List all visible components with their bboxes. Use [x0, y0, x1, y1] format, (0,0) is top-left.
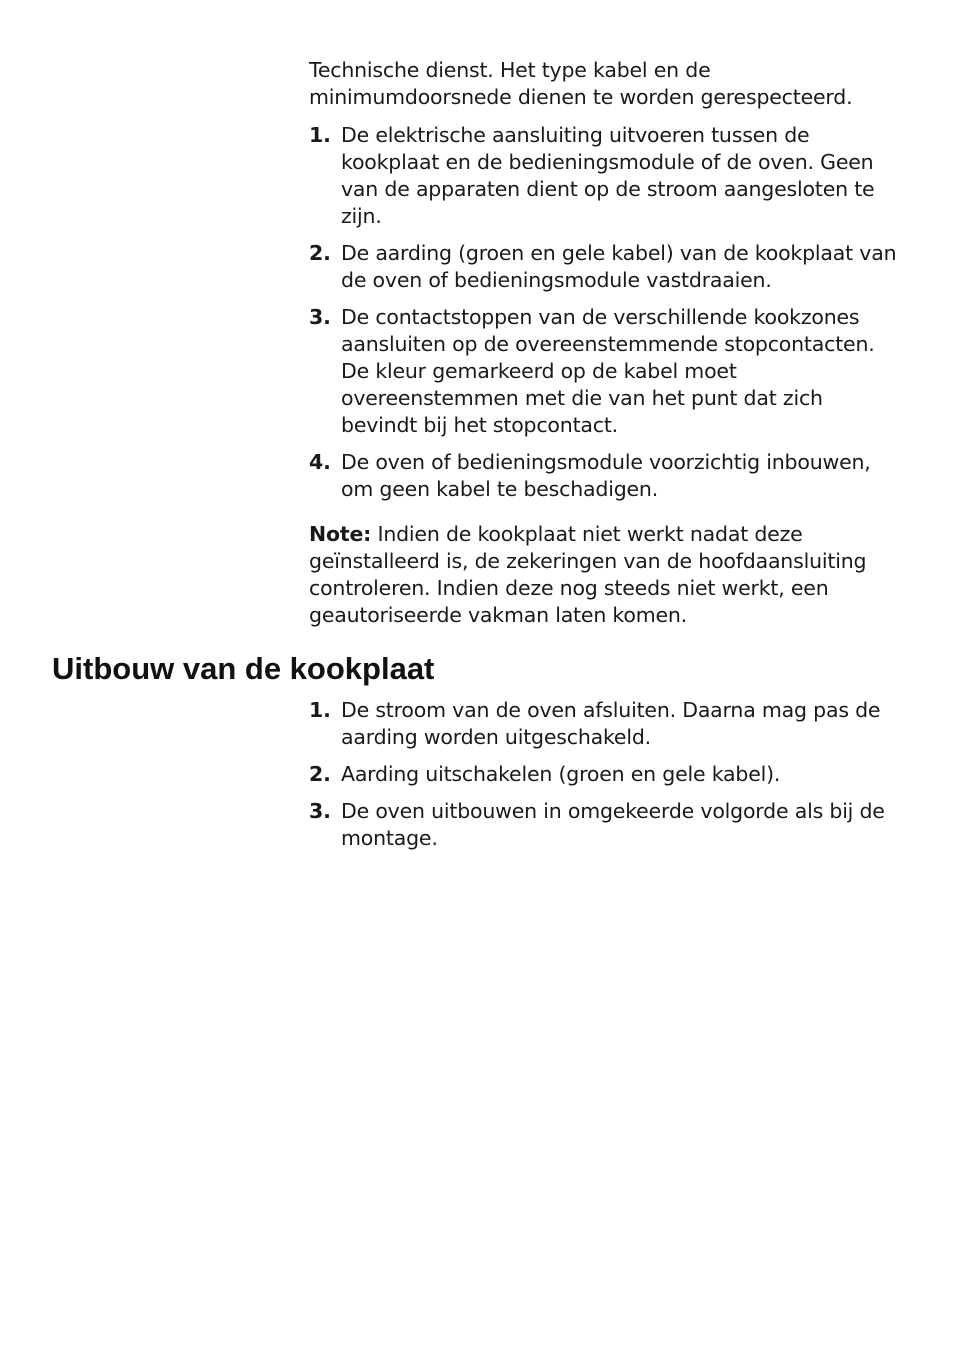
list-item — [309, 240, 905, 294]
section-heading: Uitbouw van de kookplaat — [52, 651, 435, 686]
step-text: De oven of bedieningsmodule voorzichtig inbouwen, om geen kabel te beschadigen. — [341, 450, 871, 501]
step-number: 2. — [309, 762, 331, 786]
note-paragraph — [309, 521, 905, 629]
list-item — [309, 304, 905, 439]
step-number: 3. — [309, 305, 331, 329]
step-text: De elektrische aansluiting uitvoeren tussen de kookplaat en de bedieningsmodule of de oven. Geen van de apparaten dient op de stroom aangesloten te zijn. — [341, 123, 875, 228]
step-text: De contactstoppen van de verschillende kookzones aansluiten op de overeenstemmende stopcontacten. De kleur gemarkeerd op de kabel moet overeenstemmen met die van het punt dat zich bevindt bij het stopcontact. — [341, 305, 875, 437]
step-text: Aarding uitschakelen (groen en gele kabel). — [341, 762, 781, 786]
note-body — [309, 521, 905, 629]
step-number: 1. — [309, 698, 331, 722]
intro-paragraph — [309, 57, 905, 111]
list-item — [309, 798, 905, 852]
intro-text: Technische dienst. Het type kabel en de minimumdoorsnede dienen te worden gerespecteerd. — [309, 58, 853, 109]
step-text: De oven uitbouwen in omgekeerde volgorde als bij de montage. — [341, 799, 885, 850]
list-item — [309, 122, 905, 230]
step-number: 1. — [309, 123, 331, 147]
list-item — [309, 449, 905, 503]
step-number: 3. — [309, 799, 331, 823]
list-item — [309, 697, 905, 751]
removal-steps — [309, 697, 905, 862]
install-step-list — [309, 122, 905, 503]
step-number: 2. — [309, 241, 331, 265]
install-steps — [309, 122, 905, 513]
removal-step-list — [309, 697, 905, 852]
step-text: De stroom van de oven afsluiten. Daarna mag pas de aarding worden uitgeschakeld. — [341, 698, 881, 749]
list-item — [309, 761, 905, 788]
step-text: De aarding (groen en gele kabel) van de kookplaat van de oven of bedieningsmodule vastdraaien. — [341, 241, 897, 292]
note-label: Note: — [309, 522, 372, 546]
note-text: Indien de kookplaat niet werkt nadat deze geïnstalleerd is, de zekeringen van de hoofdaansluiting controleren. Indien deze nog steeds niet werkt, een geautoriseerde vakman laten komen. — [309, 522, 867, 627]
step-number: 4. — [309, 450, 331, 474]
